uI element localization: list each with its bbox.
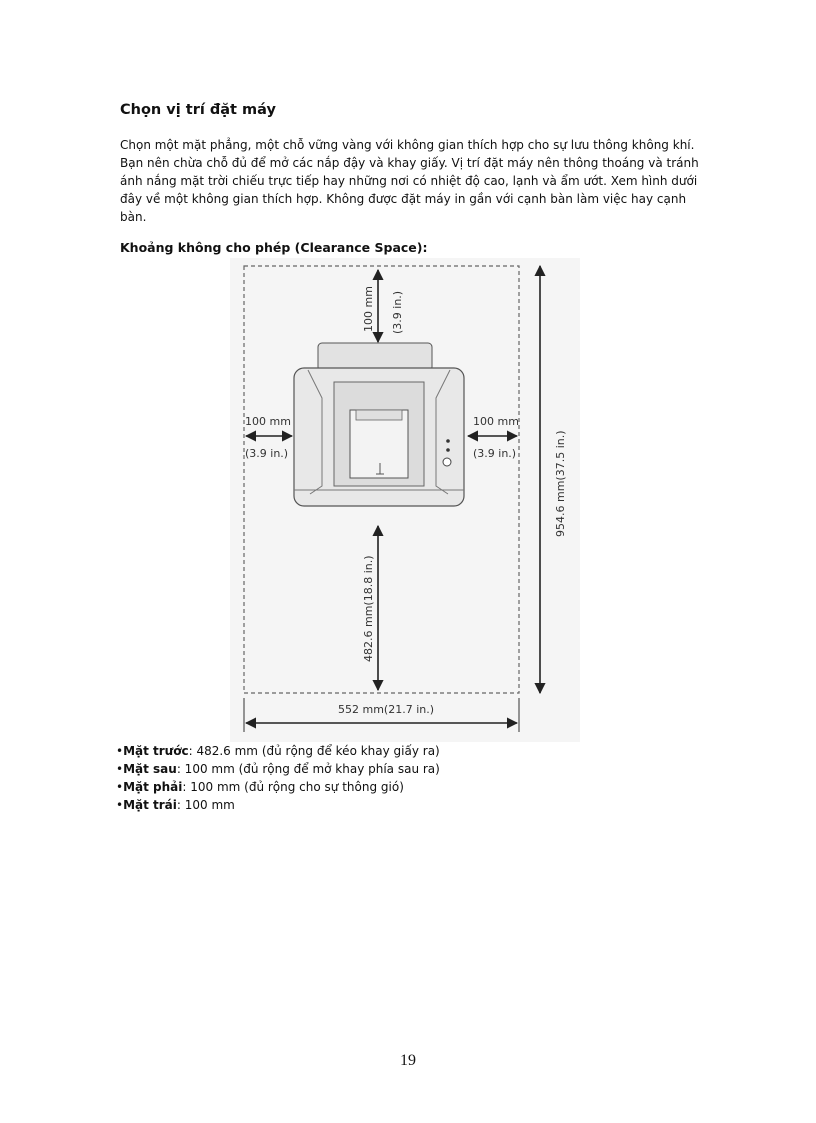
left-clearance-in: (3.9 in.) xyxy=(245,447,289,460)
bullet-symbol: • xyxy=(116,780,124,794)
paragraph-line: ánh nắng mặt trời chiếu trực tiếp hay những nơi có nhiệt độ cao, lạnh và ẩm ướt. Xem hình dưới xyxy=(120,174,698,188)
list-item-label: Mặt sau xyxy=(123,762,177,776)
bullet-symbol: • xyxy=(116,744,124,758)
clearance-diagram xyxy=(230,258,582,744)
top-clearance-mm: 100 mm xyxy=(362,286,375,332)
intro-paragraph xyxy=(120,136,710,226)
list-item-label: Mặt phải xyxy=(123,780,183,794)
right-clearance-in: (3.9 in.) xyxy=(473,447,517,460)
bullet-symbol: • xyxy=(116,762,124,776)
paragraph-line: đây về một không gian thích hợp. Không được đặt máy in gần với cạnh bàn làm việc hay cạnh xyxy=(120,192,687,206)
page-number: 19 xyxy=(400,1052,416,1069)
total-width-label: 552 mm(21.7 in.) xyxy=(338,703,435,716)
section-heading: Chọn vị trí đặt máy xyxy=(120,102,276,118)
list-item xyxy=(116,778,440,796)
clearance-list xyxy=(116,742,440,814)
paragraph-line: Bạn nên chừa chỗ đủ để mở các nắp đậy và khay giấy. Vị trí đặt máy nên thông thoáng và tránh xyxy=(120,156,699,170)
list-item-text: : 100 mm (đủ rộng để mở khay phía sau ra) xyxy=(176,762,440,776)
total-depth-label: 954.6 mm(37.5 in.) xyxy=(554,430,567,537)
list-item xyxy=(116,742,440,760)
left-clearance-mm: 100 mm xyxy=(245,415,291,428)
front-clearance-label: 482.6 mm(18.8 in.) xyxy=(362,555,375,662)
list-item-text: : 100 mm xyxy=(176,798,235,812)
printer-top-view xyxy=(294,343,464,506)
bullet-symbol: • xyxy=(116,798,124,812)
paragraph-line: bàn. xyxy=(120,210,147,224)
list-item-text: : 100 mm (đủ rộng cho sự thông gió) xyxy=(182,780,404,794)
top-clearance-in: (3.9 in.) xyxy=(391,290,404,334)
paragraph-line: Chọn một mặt phẳng, một chỗ vững vàng với không gian thích hợp cho sự lưu thông không khí. xyxy=(120,138,695,152)
list-item-label: Mặt trước xyxy=(123,744,189,758)
list-item-label: Mặt trái xyxy=(123,798,177,812)
clearance-heading: Khoảng không cho phép (Clearance Space): xyxy=(120,240,428,255)
list-item xyxy=(116,760,440,778)
list-item xyxy=(116,796,440,814)
right-clearance-mm: 100 mm xyxy=(473,415,519,428)
list-item-text: : 482.6 mm (đủ rộng để kéo khay giấy ra) xyxy=(188,744,440,758)
